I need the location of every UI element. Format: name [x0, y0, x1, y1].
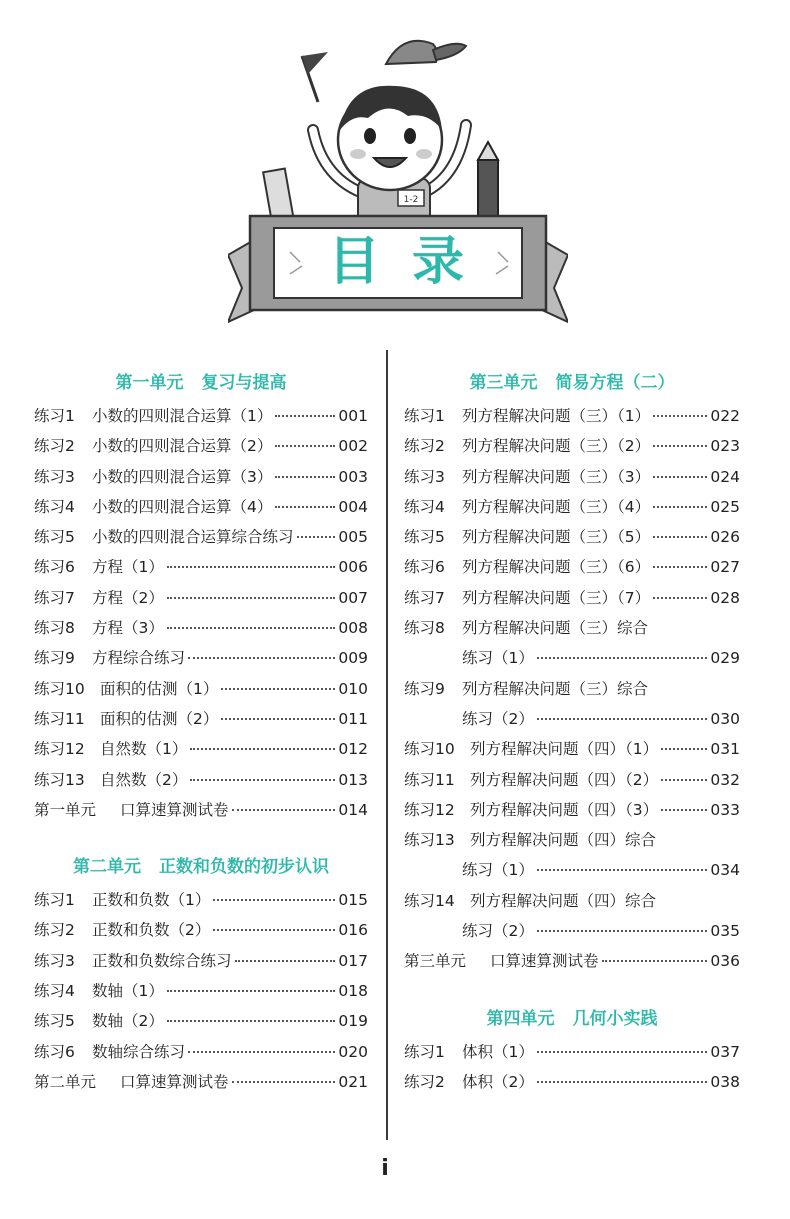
dot-leader: [653, 597, 707, 599]
entry-page: 032: [710, 770, 740, 789]
dot-leader: [653, 536, 707, 538]
entry-title: 列方程解决问题（三）综合: [462, 679, 649, 698]
entry-title: 方程（1）: [92, 558, 164, 577]
entry-title: 方程（2）: [92, 588, 164, 607]
entry-page: 015: [338, 891, 368, 910]
entry-page: 013: [338, 770, 368, 789]
toc-entry[interactable]: [34, 555, 368, 585]
entry-title: 小数的四则混合运算综合练习: [92, 528, 294, 547]
dot-leader: [232, 1081, 336, 1083]
entry-label: 练习13: [404, 831, 455, 850]
pencil-icon: [478, 142, 498, 225]
entry-label: 练习1: [404, 407, 445, 425]
dot-leader: [188, 657, 335, 659]
entry-label: 练习8: [34, 619, 75, 638]
dot-leader: [653, 566, 707, 568]
dot-leader: [275, 445, 335, 447]
entry-page: 035: [710, 922, 740, 941]
entry-label: 练习2: [404, 1072, 445, 1091]
column-divider: [386, 350, 388, 1140]
dot-leader: [221, 688, 335, 690]
entry-page: 006: [338, 558, 368, 577]
unit-name: 几何小实践: [572, 1008, 658, 1029]
dot-leader: [275, 415, 335, 417]
toc-entry[interactable]: [404, 889, 740, 919]
entry-page: 014: [338, 800, 368, 819]
entry-label: 练习14: [404, 891, 455, 910]
entry-title: 列方程解决问题（三）（1）: [462, 407, 651, 425]
toc-entry[interactable]: [34, 646, 368, 676]
unit-number: 第三单元: [469, 373, 538, 393]
entry-label: 练习9: [404, 679, 445, 698]
entry-page: 030: [710, 709, 740, 728]
dot-leader: [190, 748, 335, 750]
unit-number: 第一单元: [115, 373, 184, 393]
toc-entry[interactable]: [404, 798, 740, 828]
entry-label: 练习11: [404, 770, 455, 789]
entry-label: 练习6: [34, 1042, 75, 1061]
entry-title: 数轴（2）: [92, 1012, 164, 1031]
entry-label: 练习10: [404, 740, 455, 759]
entry-label: 练习5: [34, 528, 75, 547]
dot-leader: [653, 476, 707, 478]
entry-label: 练习3: [404, 467, 445, 486]
toc-entry[interactable]: [404, 404, 740, 434]
entry-page: 021: [338, 1072, 368, 1091]
entry-page: 008: [338, 619, 368, 638]
entry-page: 010: [338, 679, 368, 698]
entry-title: 口算速算测试卷: [120, 1072, 229, 1091]
entry-label: 练习10: [34, 679, 85, 698]
dot-leader: [213, 929, 335, 931]
entry-label: 练习5: [34, 1012, 75, 1031]
toc-entry[interactable]: [404, 616, 740, 646]
entry-label: 练习2: [34, 921, 75, 940]
badge-text: 1-2: [403, 195, 419, 205]
entry-page: 025: [710, 497, 740, 516]
cap-icon: [386, 41, 466, 64]
entry-label: 第二单元: [34, 1072, 97, 1091]
toc-entry[interactable]: [34, 616, 368, 646]
entry-title: 正数和负数（1）: [92, 891, 211, 910]
toc-entry[interactable]: [404, 919, 740, 949]
entry-title: 练习（1）: [462, 861, 534, 880]
entry-page: 005: [338, 528, 368, 547]
entry-page: 016: [338, 921, 368, 940]
dot-leader: [213, 899, 335, 901]
entry-title: 练习（2）: [462, 922, 534, 941]
unit-name: 简易方程（二）: [555, 373, 675, 393]
toc-entry[interactable]: [404, 858, 740, 888]
dot-leader: [221, 718, 335, 720]
entry-label: 练习1: [404, 1042, 445, 1061]
entry-title: 列方程解决问题（四）综合: [470, 831, 657, 850]
entry-title: 小数的四则混合运算（2）: [92, 437, 273, 456]
entry-title: 列方程解决问题（四）综合: [470, 891, 657, 910]
entry-label: 练习1: [34, 407, 75, 425]
entry-page: 031: [710, 740, 740, 759]
toc-entry[interactable]: [34, 707, 368, 737]
entry-title: 口算速算测试卷: [490, 952, 599, 971]
dot-leader: [653, 445, 707, 447]
dot-leader: [661, 809, 707, 811]
dot-leader: [235, 960, 336, 962]
toc-entry[interactable]: [34, 1070, 368, 1100]
entry-label: 练习7: [404, 588, 445, 607]
entry-label: 练习7: [34, 588, 75, 607]
entry-page: 034: [710, 861, 740, 880]
dot-leader: [537, 1051, 708, 1053]
toc-entry[interactable]: [404, 949, 740, 979]
entry-label: 练习1: [34, 891, 75, 910]
entry-page: 009: [338, 649, 368, 668]
boy-face: [338, 86, 442, 190]
toc-entry[interactable]: [34, 798, 368, 828]
entry-title: 小数的四则混合运算（4）: [92, 497, 273, 516]
toc-entry[interactable]: [34, 434, 368, 464]
entry-label: 第三单元: [404, 952, 467, 971]
unit-heading: [34, 362, 368, 404]
dot-leader: [537, 869, 708, 871]
dot-leader: [297, 536, 336, 538]
toc-entry[interactable]: [34, 495, 368, 525]
dot-leader: [188, 1051, 335, 1053]
entry-page: 018: [338, 982, 368, 1001]
entry-page: 020: [338, 1042, 368, 1061]
entry-title: 小数的四则混合运算（1）: [92, 407, 273, 425]
dot-leader: [232, 809, 336, 811]
entry-page: 026: [710, 528, 740, 547]
toc-entry[interactable]: [34, 1009, 368, 1039]
toc-entry[interactable]: [34, 586, 368, 616]
entry-label: 练习2: [34, 437, 75, 456]
entry-title: 正数和负数（2）: [92, 921, 211, 940]
entry-page: 019: [338, 1012, 368, 1031]
entry-label: 练习5: [404, 528, 445, 547]
unit-name: 正数和负数的初步认识: [159, 857, 329, 878]
unit-number: 第二单元: [73, 857, 141, 878]
entry-title: 列方程解决问题（三）（4）: [462, 497, 651, 516]
flag-icon: [302, 52, 328, 102]
entry-title: 自然数（1）: [100, 740, 188, 759]
entry-label: 练习3: [34, 467, 75, 486]
entry-page: 004: [338, 497, 368, 516]
dot-leader: [602, 960, 708, 962]
entry-title: 列方程解决问题（三）（3）: [462, 467, 651, 486]
entry-page: 028: [710, 588, 740, 607]
dot-leader: [537, 718, 708, 720]
entry-label: 练习4: [34, 497, 75, 516]
entry-title: 自然数（2）: [100, 770, 188, 789]
toc-entry[interactable]: [404, 586, 740, 616]
unit-heading: [404, 998, 740, 1040]
entry-page: 001: [338, 407, 368, 425]
dot-leader: [653, 415, 707, 417]
toc-entry[interactable]: [404, 555, 740, 585]
toc-entry[interactable]: [404, 1040, 740, 1070]
entry-page: 003: [338, 467, 368, 486]
toc-entry[interactable]: [34, 404, 368, 434]
entry-title: 练习（2）: [462, 709, 534, 728]
entry-page: 027: [710, 558, 740, 577]
dot-leader: [537, 1081, 708, 1083]
entry-title: 列方程解决问题（三）（7）: [462, 588, 651, 607]
entry-label: 练习8: [404, 619, 445, 638]
entry-page: 036: [710, 952, 740, 971]
toc-entry[interactable]: [404, 828, 740, 858]
dot-leader: [653, 506, 707, 508]
entry-label: 练习9: [34, 649, 75, 668]
entry-title: 数轴综合练习: [92, 1042, 186, 1061]
entry-title: 体积（2）: [462, 1072, 534, 1091]
entry-page: 023: [710, 437, 740, 456]
toc-right-column: [404, 362, 740, 1100]
entry-label: 练习12: [34, 740, 85, 759]
dot-leader: [661, 748, 707, 750]
entry-title: 列方程解决问题（三）（5）: [462, 528, 651, 547]
toc-entry[interactable]: [404, 525, 740, 555]
toc-entry[interactable]: [404, 737, 740, 767]
entry-page: 037: [710, 1042, 740, 1061]
toc-entry[interactable]: [404, 1070, 740, 1100]
toc-entry[interactable]: [34, 677, 368, 707]
entry-label: 练习6: [34, 558, 75, 577]
entry-page: 029: [710, 649, 740, 668]
entry-label: 练习4: [34, 982, 75, 1001]
toc-entry[interactable]: [34, 918, 368, 948]
entry-title: 列方程解决问题（四）（3）: [470, 800, 659, 819]
entry-title: 面积的估测（2）: [100, 709, 219, 728]
entry-title: 面积的估测（1）: [100, 679, 219, 698]
page-number: i: [381, 1156, 389, 1181]
entry-label: 练习6: [404, 558, 445, 577]
entry-title: 方程（3）: [92, 619, 164, 638]
toc-entry[interactable]: [404, 707, 740, 737]
toc-entry[interactable]: [404, 495, 740, 525]
toc-entry[interactable]: [404, 465, 740, 495]
entry-page: 012: [338, 740, 368, 759]
dot-leader: [167, 566, 336, 568]
entry-title: 口算速算测试卷: [120, 800, 229, 819]
entry-label: 练习3: [34, 951, 75, 970]
entry-label: 练习2: [404, 437, 445, 456]
entry-page: 022: [710, 407, 740, 425]
entry-label: 练习13: [34, 770, 85, 789]
unit-heading: [34, 846, 368, 888]
entry-label: 练习4: [404, 497, 445, 516]
entry-page: 033: [710, 800, 740, 819]
entry-title: 列方程解决问题（三）（2）: [462, 437, 651, 456]
unit-name: 复习与提高: [201, 373, 287, 393]
entry-page: 002: [338, 437, 368, 456]
dot-leader: [275, 476, 335, 478]
toc-entry[interactable]: [34, 1040, 368, 1070]
dot-leader: [167, 597, 336, 599]
entry-title: 列方程解决问题（三）综合: [462, 619, 649, 638]
entry-title: 方程综合练习: [92, 649, 186, 668]
entry-title: 正数和负数综合练习: [92, 951, 232, 970]
unit-heading: [404, 362, 740, 404]
entry-page: 038: [710, 1072, 740, 1091]
toc-entry[interactable]: [404, 646, 740, 676]
toc-entry[interactable]: [34, 525, 368, 555]
toc-entry[interactable]: [34, 465, 368, 495]
entry-title: 练习（1）: [462, 649, 534, 668]
dot-leader: [167, 990, 336, 992]
dot-leader: [167, 1020, 336, 1022]
entry-title: 列方程解决问题（四）（1）: [470, 740, 659, 759]
dot-leader: [661, 779, 707, 781]
toc-entry[interactable]: [34, 768, 368, 798]
toc-title: 目录: [327, 232, 496, 292]
dot-leader: [190, 779, 335, 781]
entry-page: 024: [710, 467, 740, 486]
entry-title: 列方程解决问题（四）（2）: [470, 770, 659, 789]
entry-label: 练习12: [404, 800, 455, 819]
toc-entry[interactable]: [34, 949, 368, 979]
entry-title: 列方程解决问题（三）（6）: [462, 558, 651, 577]
entry-title: 体积（1）: [462, 1042, 534, 1061]
toc-entry[interactable]: [404, 677, 740, 707]
toc-entry[interactable]: [404, 768, 740, 798]
entry-title: 小数的四则混合运算（3）: [92, 467, 273, 486]
toc-entry[interactable]: [34, 979, 368, 1009]
entry-title: 数轴（1）: [92, 982, 164, 1001]
entry-label: 练习11: [34, 709, 85, 728]
dot-leader: [537, 930, 708, 932]
toc-entry[interactable]: [404, 434, 740, 464]
toc-entry[interactable]: [34, 888, 368, 918]
dot-leader: [275, 506, 335, 508]
entry-label: 第一单元: [34, 800, 97, 819]
toc-left-column: [34, 362, 368, 1100]
entry-page: 011: [338, 709, 368, 728]
unit-number: 第四单元: [486, 1008, 555, 1029]
toc-entry[interactable]: [34, 737, 368, 767]
entry-page: 017: [338, 951, 368, 970]
entry-page: 007: [338, 588, 368, 607]
dot-leader: [537, 657, 708, 659]
dot-leader: [167, 627, 336, 629]
